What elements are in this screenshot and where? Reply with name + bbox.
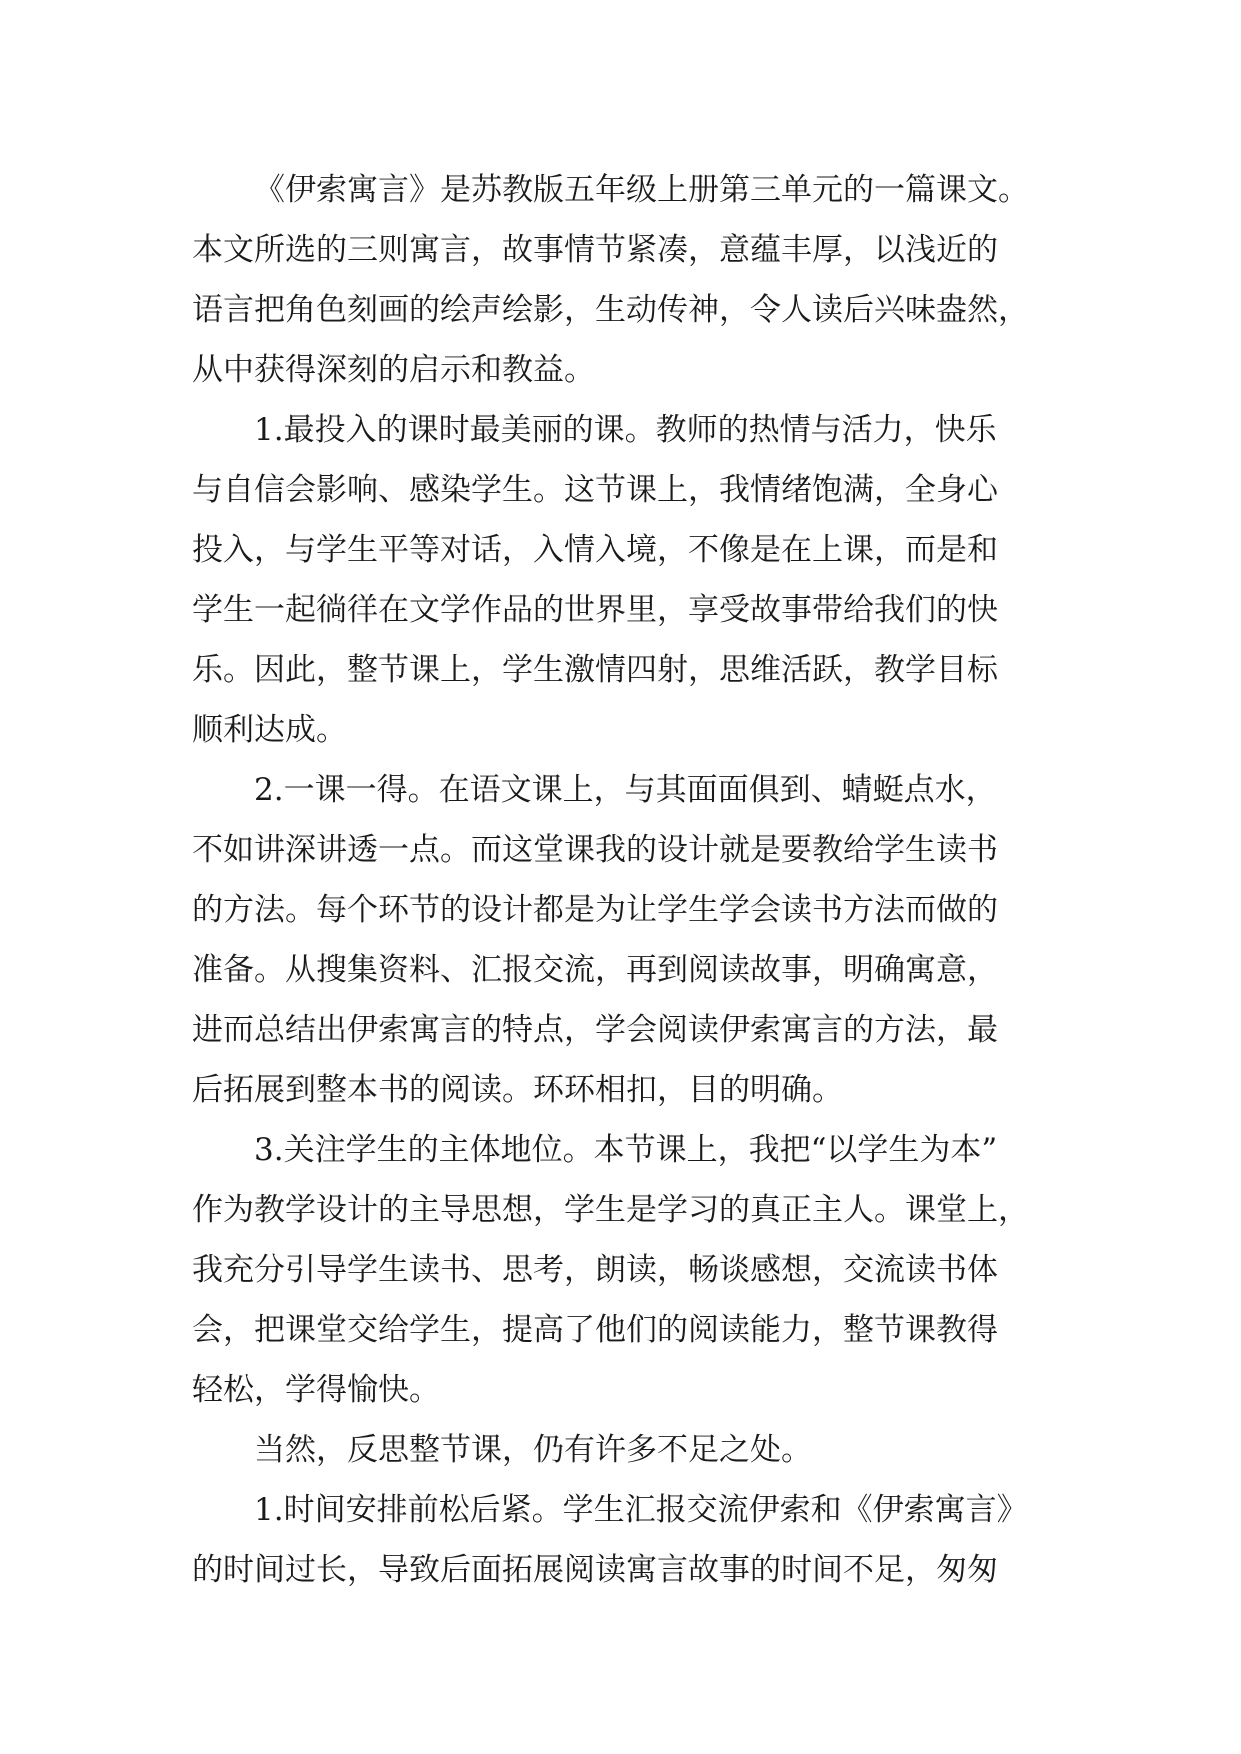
text-line: 准备。从搜集资料、汇报交流，再到阅读故事，明确寓意， — [192, 952, 998, 988]
text-line: 3.关注学生的主体地位。本节课上，我把“以学生为本” — [254, 1132, 998, 1168]
text-line: 2.一课一得。在语文课上，与其面面俱到、蜻蜓点水， — [254, 772, 997, 808]
text-line: 本文所选的三则寓言，故事情节紧凑，意蕴丰厚，以浅近的 — [192, 232, 998, 268]
text-line: 作为教学设计的主导思想，学生是学习的真正主人。课堂上， — [192, 1192, 1029, 1228]
text-line: 1.时间安排前松后紧。学生汇报交流伊索和《伊索寓言》 — [254, 1492, 1028, 1528]
text-line: 会，把课堂交给学生，提高了他们的阅读能力，整节课教得 — [192, 1312, 998, 1348]
text-line: 《伊索寓言》是苏教版五年级上册第三单元的一篇课文。 — [254, 172, 1029, 208]
text-line: 从中获得深刻的启示和教益。 — [192, 352, 595, 388]
text-line: 的方法。每个环节的设计都是为让学生学会读书方法而做的 — [192, 892, 998, 928]
text-line: 我充分引导学生读书、思考，朗读，畅谈感想，交流读书体 — [192, 1252, 998, 1288]
text-line: 不如讲深讲透一点。而这堂课我的设计就是要教给学生读书 — [192, 832, 998, 868]
text-line: 轻松，学得愉快。 — [192, 1372, 440, 1408]
text-line: 投入，与学生平等对话，入情入境，不像是在上课，而是和 — [192, 532, 998, 568]
text-line: 后拓展到整本书的阅读。环环相扣，目的明确。 — [192, 1072, 843, 1108]
text-line: 与自信会影响、感染学生。这节课上，我情绪饱满，全身心 — [192, 472, 998, 508]
text-line: 进而总结出伊索寓言的特点，学会阅读伊索寓言的方法，最 — [192, 1012, 998, 1048]
text-line: 顺利达成。 — [192, 712, 347, 748]
text-line: 学生一起徜徉在文学作品的世界里，享受故事带给我们的快 — [192, 592, 998, 628]
text-line: 当然，反思整节课，仍有许多不足之处。 — [254, 1432, 812, 1468]
text-line: 1.最投入的课时最美丽的课。教师的热情与活力，快乐 — [254, 412, 997, 448]
text-line: 语言把角色刻画的绘声绘影，生动传神，令人读后兴味盎然， — [192, 292, 1029, 328]
text-line: 的时间过长，导致后面拓展阅读寓言故事的时间不足，匆匆 — [192, 1552, 998, 1588]
body-text — [192, 160, 1072, 1600]
text-line: 乐。因此，整节课上，学生激情四射，思维活跃，教学目标 — [192, 652, 998, 688]
